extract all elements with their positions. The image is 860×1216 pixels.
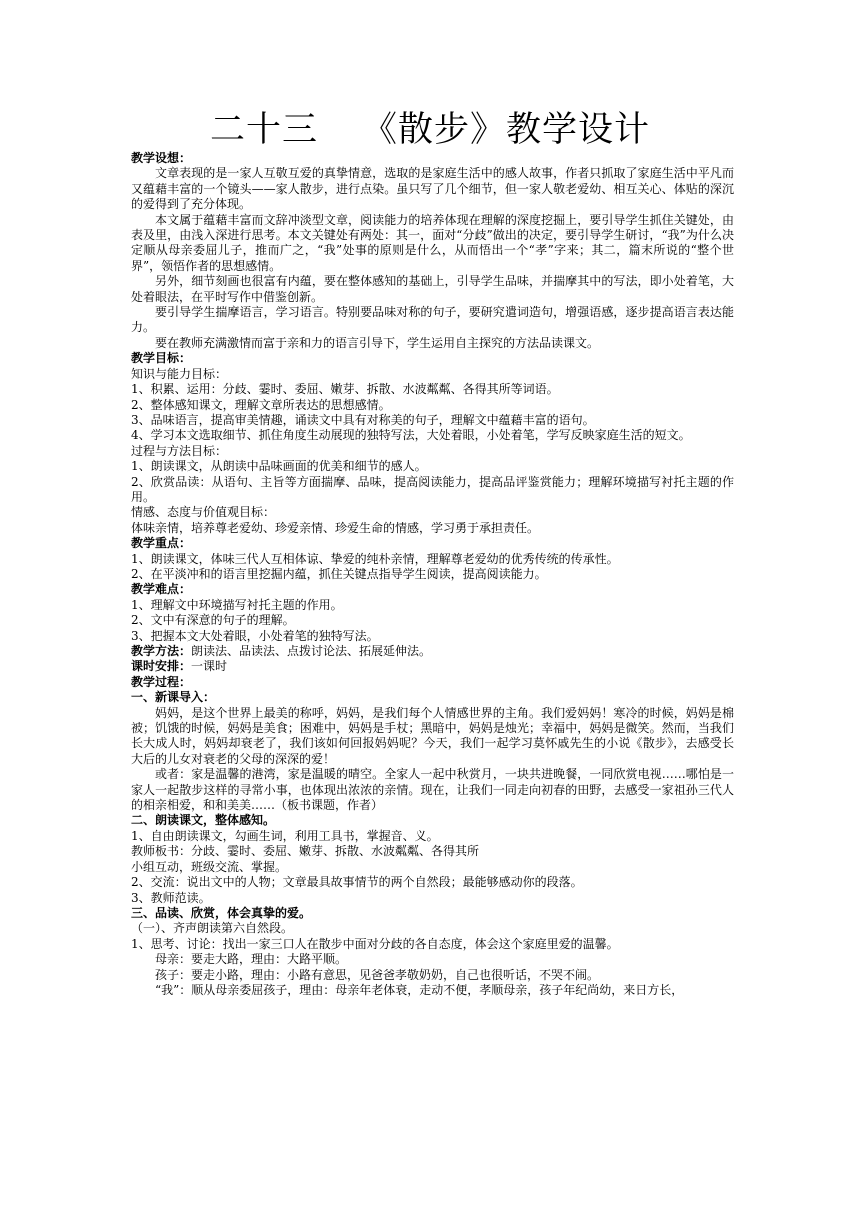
paragraph: 妈妈，是这个世界上最美的称呼，妈妈，是我们每个人情感世界的主角。我们爱妈妈！寒冷的时候，妈妈是棉被；饥饿的时候，妈妈是美食；困难中，妈妈是手杖；黑暗中，妈妈是烛光；幸福中，妈妈是微笑。然而，当我们长大成人时，妈妈却衰老了，我们该如何回报妈妈呢？今天，我们一起学习莫怀戚先生的小说《散步》，去感受长大后的儿女对衰老的父母的深深的爱！: [131, 705, 734, 766]
section-heading: 教学难点：: [131, 582, 192, 597]
list-item: 4、学习本文选取细节、抓住角度生动展现的独特写法，大处着眼，小处着笔，学写反映家庭生活的短文。: [131, 428, 691, 443]
schedule-text: 一课时: [191, 659, 228, 674]
paragraph: 另外，细节刻画也很富有内蕴，要在整体感知的基础上，引导学生品味，并揣摩其中的写法，即小处着笔，大处着眼法，在平时写作中借鉴创新。: [131, 274, 734, 304]
schedule-line: [131, 659, 734, 674]
list-item: 3、教师范读。: [131, 890, 211, 905]
list-item: 教师板书：分歧、霎时、委屈、嫩芽、拆散、水波粼粼、各得其所: [131, 844, 480, 859]
answer-line: 母亲：要走大路，理由：大路平顺。: [155, 952, 348, 967]
step-heading: 二、朗读课文，整体感知。: [131, 813, 276, 828]
section-heading: 教学过程：: [131, 674, 192, 689]
list-item: 1、朗读课文，从朗读中品味画面的优美和细节的感人。: [131, 459, 427, 474]
list-item: 2、整体感知课文，理解文章所表达的思想感情。: [131, 397, 391, 412]
section-heading: 教学重点：: [131, 536, 192, 551]
paragraph: 要在教师充满激情而富于亲和力的语言引导下，学生运用自主探究的方法品读课文。: [155, 335, 600, 350]
step-heading: 一、新课导入：: [131, 690, 216, 705]
document-title: [0, 108, 860, 152]
document-body: [131, 151, 734, 998]
section-heading: 教学目标：: [131, 351, 192, 366]
paragraph: 要引导学生揣摩语言，学习语言。特别要品味对称的句子，要研究遣词造句，增强语感，逐步提高语言表达能力。: [131, 305, 734, 335]
title-number: 二十三: [209, 110, 318, 150]
list-item: 1、朗读课文，体味三代人互相体谅、挚爱的纯朴亲情，理解尊老爱幼的优秀传统的传承性。: [131, 551, 619, 566]
list-item: 2、欣赏品读：从语句、主旨等方面揣摩、品味，提高阅读能力，提高品评鉴赏能力；理解环境描写衬托主题的作用。: [131, 474, 734, 504]
section-heading: 教学设想：: [131, 151, 192, 165]
list-item: 体味亲情，培养尊老爱幼、珍爱亲情、珍爱生命的情感，学习勇于承担责任。: [131, 520, 540, 535]
list-item: 1、积累、运用：分歧、霎时、委屈、嫩芽、拆散、水波粼粼、各得其所等词语。: [131, 382, 559, 397]
list-item: 小组互动，班级交流、掌握。: [131, 859, 288, 874]
list-item: 1、自由朗读课文，勾画生词，利用工具书，掌握音、义。: [131, 828, 439, 843]
method-line: [131, 644, 734, 659]
answer-line: 孩子：要走小路，理由：小路有意思，见爸爸孝敬奶奶，自己也很听话，不哭不闹。: [155, 967, 600, 982]
list-item: 2、在平淡冲和的语言里挖掘内蕴，抓住关键点指导学生阅读，提高阅读能力。: [131, 566, 547, 581]
list-item: 1、理解文中环境描写衬托主题的作用。: [131, 597, 343, 612]
list-item: 3、品味语言，提高审美情趣，诵读文中具有对称美的句子，理解文中蕴藉丰富的语句。: [131, 412, 595, 427]
subheading: 知识与能力目标：: [131, 366, 228, 381]
subheading: 情感、态度与价值观目标：: [131, 505, 276, 520]
step-heading: 三、品读、欣赏，体会真挚的爱。: [131, 905, 312, 920]
list-item: 1、思考、讨论：找出一家三口人在散步中面对分歧的各自态度，体会这个家庭里爱的温馨。: [131, 936, 619, 951]
title-name: 《散步》教学设计: [362, 110, 651, 150]
section-heading: 课时安排：: [131, 659, 192, 674]
subheading: 过程与方法目标：: [131, 443, 228, 458]
sub-step: （一）、齐声朗读第六自然段。: [131, 921, 294, 936]
answer-line: “我”：顺从母亲委屈孩子，理由：母亲年老体衰，走动不便，孝顺母亲，孩子年纪尚幼，来日方长，: [155, 982, 684, 997]
paragraph: 本文属于蕴藉丰富而文辞冲淡型文章，阅读能力的培养体现在理解的深度挖掘上，要引导学生抓住关键处，由表及里，由浅入深进行思考。本文关键处有两处：其一，面对“分歧”做出的决定，要引导学生研讨，“我”为什么决定顺从母亲委屈儿子，推而广之，“我”处事的原则是什么，从而悟出一个“孝”字来；其二，篇末所说的“整个世界”，领悟作者的思想感情。: [131, 212, 734, 273]
paragraph: 文章表现的是一家人互敬互爱的真挚情意，选取的是家庭生活中的感人故事，作者只抓取了家庭生活中平凡而又蕴藉丰富的一个镜头——家人散步，进行点染。虽只写了几个细节，但一家人敬老爱幼、相互关心、体贴的深沉的爱得到了充分体现。: [131, 166, 734, 212]
list-item: 2、文中有深意的句子的理解。: [131, 613, 295, 628]
paragraph: 或者：家是温馨的港湾，家是温暖的晴空。全家人一起中秋赏月，一块共进晚餐，一同欣赏电视……哪怕是一家人一起散步这样的寻常小事，也体现出浓浓的亲情。现在，让我们一同走向初春的田野，去感受一家祖孙三代人的相亲相爱，和和美美……（板书课题，作者）: [131, 767, 734, 813]
list-item: 2、交流：说出文中的人物；文章最具故事情节的两个自然段；最能够感动你的段落。: [131, 875, 583, 890]
method-text: 朗读法、品读法、点拨讨论法、拓展延伸法。: [191, 644, 432, 658]
list-item: 3、把握本文大处着眼，小处着笔的独特写法。: [131, 628, 379, 643]
section-heading: 教学方法：: [131, 644, 192, 658]
